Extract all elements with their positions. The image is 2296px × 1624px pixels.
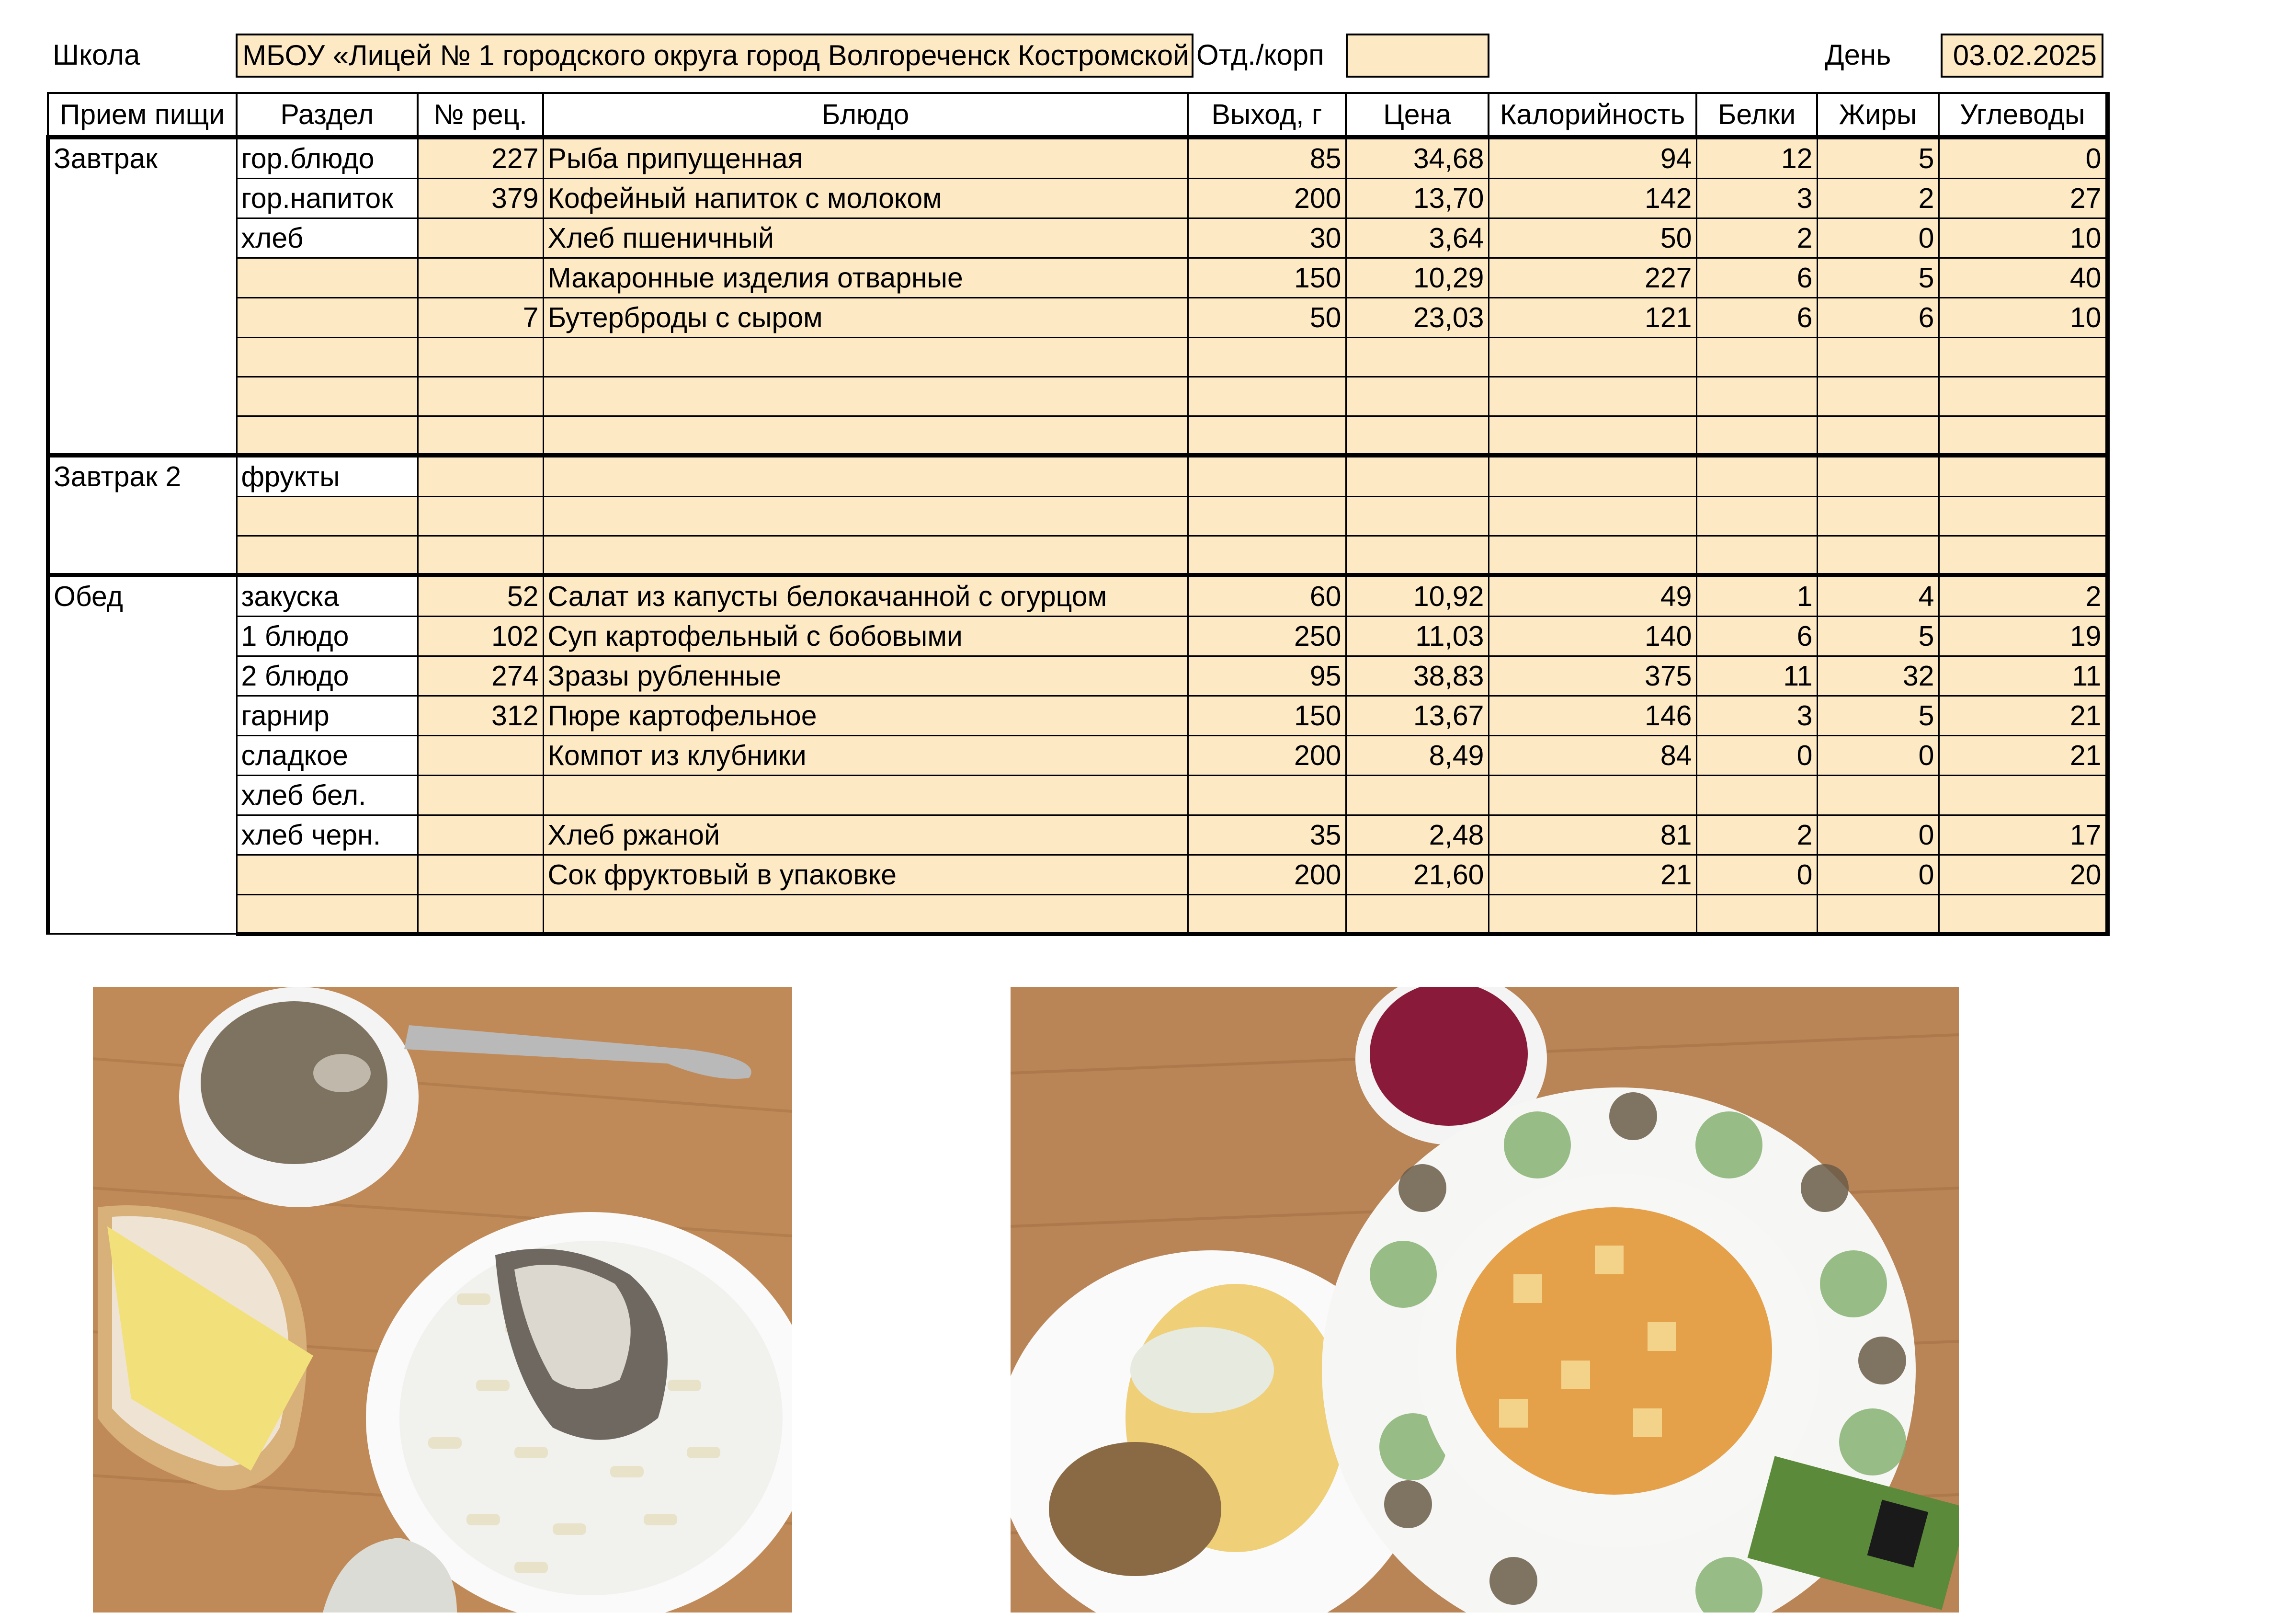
cell-weight[interactable] xyxy=(1188,337,1346,377)
cell-carbs[interactable]: 40 xyxy=(1939,258,2107,297)
day-label: День xyxy=(1825,39,1891,71)
cell-recipe[interactable]: 7 xyxy=(418,297,543,337)
cell-price[interactable]: 21,60 xyxy=(1346,855,1489,894)
cell-fat[interactable]: 5 xyxy=(1817,696,1939,735)
cell-section[interactable]: хлеб xyxy=(237,218,418,258)
meal-breakfast: Завтрак xyxy=(48,137,237,455)
cell-dish[interactable] xyxy=(543,377,1188,416)
cell-kcal[interactable] xyxy=(1489,337,1696,377)
cell-weight[interactable]: 30 xyxy=(1188,218,1346,258)
cell-recipe[interactable] xyxy=(418,377,543,416)
cell-carbs[interactable] xyxy=(1939,337,2107,377)
table-row xyxy=(48,178,2107,218)
column-header: Калорийность xyxy=(1489,93,1696,137)
cell-section[interactable] xyxy=(237,855,418,894)
cell-protein[interactable]: 2 xyxy=(1696,218,1817,258)
cell-carbs[interactable]: 27 xyxy=(1939,178,2107,218)
cell-recipe[interactable]: 102 xyxy=(418,616,543,656)
cell-dish[interactable] xyxy=(543,416,1188,455)
table-row xyxy=(48,496,2107,536)
table-row xyxy=(48,337,2107,377)
cell-fat[interactable] xyxy=(1817,337,1939,377)
cell-dish[interactable]: Кофейный напиток с молоком xyxy=(543,178,1188,218)
cell-dish[interactable]: Рыба припущенная xyxy=(543,137,1188,178)
breakfast-photo xyxy=(93,987,792,1613)
table-row xyxy=(48,455,2107,496)
cell-dish[interactable]: Зразы рубленные xyxy=(543,656,1188,696)
cell-section[interactable] xyxy=(237,297,418,337)
cell-carbs[interactable]: 2 xyxy=(1939,575,2107,616)
cell-carbs[interactable]: 10 xyxy=(1939,218,2107,258)
cell-fat[interactable] xyxy=(1817,377,1939,416)
cell-protein[interactable] xyxy=(1696,775,1817,815)
cell-section[interactable]: фрукты xyxy=(237,455,418,496)
cell-section[interactable] xyxy=(237,894,418,934)
cell-dish[interactable]: Хлеб пшеничный xyxy=(543,218,1188,258)
cell-price[interactable]: 23,03 xyxy=(1346,297,1489,337)
cell-kcal[interactable]: 121 xyxy=(1489,297,1696,337)
cell-recipe[interactable]: 227 xyxy=(418,137,543,178)
cell-section[interactable] xyxy=(237,377,418,416)
cell-weight[interactable] xyxy=(1188,377,1346,416)
table-row xyxy=(48,218,2107,258)
cell-section[interactable]: 1 блюдо xyxy=(237,616,418,656)
cell-fat[interactable] xyxy=(1817,775,1939,815)
cell-dish[interactable]: Макаронные изделия отварные xyxy=(543,258,1188,297)
cell-fat[interactable]: 4 xyxy=(1817,575,1939,616)
cell-price[interactable] xyxy=(1346,416,1489,455)
cell-dish[interactable]: Сок фруктовый в упаковке xyxy=(543,855,1188,894)
cell-weight[interactable]: 200 xyxy=(1188,178,1346,218)
cell-carbs[interactable] xyxy=(1939,496,2107,536)
cell-protein[interactable]: 6 xyxy=(1696,297,1817,337)
cell-recipe[interactable]: 312 xyxy=(418,696,543,735)
cell-recipe[interactable] xyxy=(418,855,543,894)
cell-fat[interactable]: 5 xyxy=(1817,258,1939,297)
cell-fat[interactable]: 2 xyxy=(1817,178,1939,218)
cell-carbs[interactable] xyxy=(1939,416,2107,455)
cell-section[interactable]: хлеб черн. xyxy=(237,815,418,855)
cell-section[interactable] xyxy=(237,496,418,536)
cell-protein[interactable]: 1 xyxy=(1696,575,1817,616)
cell-kcal[interactable]: 94 xyxy=(1489,137,1696,178)
cell-dish[interactable] xyxy=(543,337,1188,377)
cell-weight[interactable]: 85 xyxy=(1188,137,1346,178)
cell-recipe[interactable] xyxy=(418,416,543,455)
cell-carbs[interactable]: 17 xyxy=(1939,815,2107,855)
cell-fat[interactable]: 6 xyxy=(1817,297,1939,337)
cell-kcal[interactable]: 84 xyxy=(1489,735,1696,775)
cell-carbs[interactable]: 21 xyxy=(1939,735,2107,775)
column-header: Цена xyxy=(1346,93,1489,137)
table-row xyxy=(48,656,2107,696)
table-row xyxy=(48,137,2107,178)
cell-carbs[interactable] xyxy=(1939,377,2107,416)
cell-protein[interactable]: 11 xyxy=(1696,656,1817,696)
date-field[interactable]: 03.02.2025 xyxy=(1941,34,2103,78)
cell-protein[interactable]: 12 xyxy=(1696,137,1817,178)
cell-weight[interactable]: 200 xyxy=(1188,735,1346,775)
cell-carbs[interactable]: 20 xyxy=(1939,855,2107,894)
cell-section[interactable]: гор.напиток xyxy=(237,178,418,218)
cell-price[interactable]: 13,70 xyxy=(1346,178,1489,218)
cell-kcal[interactable] xyxy=(1489,416,1696,455)
column-header: Раздел xyxy=(237,93,418,137)
cell-carbs[interactable] xyxy=(1939,455,2107,496)
menu-table xyxy=(46,92,2110,936)
cell-recipe[interactable] xyxy=(418,536,543,575)
cell-price[interactable]: 8,49 xyxy=(1346,735,1489,775)
cell-recipe[interactable] xyxy=(418,775,543,815)
cell-kcal[interactable]: 146 xyxy=(1489,696,1696,735)
cell-price[interactable]: 11,03 xyxy=(1346,616,1489,656)
cell-weight[interactable]: 250 xyxy=(1188,616,1346,656)
cell-dish[interactable]: Хлеб ржаной xyxy=(543,815,1188,855)
cell-section[interactable]: сладкое xyxy=(237,735,418,775)
cell-recipe[interactable] xyxy=(418,894,543,934)
cell-fat[interactable]: 0 xyxy=(1817,735,1939,775)
cell-dish[interactable]: Бутерброды с сыром xyxy=(543,297,1188,337)
cell-recipe[interactable] xyxy=(418,218,543,258)
cell-carbs[interactable]: 11 xyxy=(1939,656,2107,696)
cell-carbs[interactable] xyxy=(1939,894,2107,934)
table-row xyxy=(48,735,2107,775)
cell-weight[interactable]: 60 xyxy=(1188,575,1346,616)
cell-carbs[interactable]: 0 xyxy=(1939,137,2107,178)
school-name-field[interactable]: МБОУ «Лицей № 1 городского округа город Волгореченск Костромской xyxy=(236,34,1193,78)
cell-price[interactable]: 34,68 xyxy=(1346,137,1489,178)
cell-price[interactable] xyxy=(1346,775,1489,815)
table-row xyxy=(48,377,2107,416)
cell-price[interactable] xyxy=(1346,377,1489,416)
cell-price[interactable] xyxy=(1346,894,1489,934)
cell-protein[interactable] xyxy=(1696,377,1817,416)
cell-price[interactable]: 10,92 xyxy=(1346,575,1489,616)
column-header: № рец. xyxy=(418,93,543,137)
cell-section[interactable] xyxy=(237,258,418,297)
cell-recipe[interactable] xyxy=(418,258,543,297)
cell-weight[interactable] xyxy=(1188,894,1346,934)
cell-price[interactable]: 13,67 xyxy=(1346,696,1489,735)
school-label: Школа xyxy=(53,39,140,71)
cell-kcal[interactable]: 81 xyxy=(1489,815,1696,855)
cell-weight[interactable] xyxy=(1188,416,1346,455)
cell-section[interactable]: хлеб бел. xyxy=(237,775,418,815)
cell-kcal[interactable]: 21 xyxy=(1489,855,1696,894)
cell-fat[interactable] xyxy=(1817,894,1939,934)
cell-recipe[interactable] xyxy=(418,496,543,536)
cell-weight[interactable] xyxy=(1188,536,1346,575)
cell-fat[interactable]: 5 xyxy=(1817,137,1939,178)
table-row xyxy=(48,616,2107,656)
table-row xyxy=(48,536,2107,575)
dept-label: Отд./корп xyxy=(1196,39,1324,71)
cell-carbs[interactable]: 21 xyxy=(1939,696,2107,735)
cell-kcal[interactable]: 227 xyxy=(1489,258,1696,297)
cell-protein[interactable]: 0 xyxy=(1696,855,1817,894)
table-header-row xyxy=(48,93,2107,137)
cell-section[interactable] xyxy=(237,416,418,455)
cell-protein[interactable]: 6 xyxy=(1696,616,1817,656)
table-row xyxy=(48,775,2107,815)
cell-protein[interactable]: 3 xyxy=(1696,178,1817,218)
cell-kcal[interactable] xyxy=(1489,894,1696,934)
cell-weight[interactable]: 95 xyxy=(1188,656,1346,696)
cell-price[interactable]: 2,48 xyxy=(1346,815,1489,855)
cell-price[interactable]: 10,29 xyxy=(1346,258,1489,297)
cell-fat[interactable] xyxy=(1817,536,1939,575)
cell-kcal[interactable]: 49 xyxy=(1489,575,1696,616)
cell-dish[interactable]: Суп картофельный с бобовыми xyxy=(543,616,1188,656)
cell-kcal[interactable] xyxy=(1489,455,1696,496)
cell-recipe[interactable] xyxy=(418,337,543,377)
cell-protein[interactable]: 0 xyxy=(1696,735,1817,775)
table-row xyxy=(48,575,2107,616)
cell-weight[interactable] xyxy=(1188,775,1346,815)
cell-section[interactable]: гор.блюдо xyxy=(237,137,418,178)
cell-carbs[interactable] xyxy=(1939,536,2107,575)
lunch-photo xyxy=(1011,987,1959,1613)
cell-weight[interactable]: 35 xyxy=(1188,815,1346,855)
cell-price[interactable] xyxy=(1346,536,1489,575)
cell-price[interactable]: 3,64 xyxy=(1346,218,1489,258)
cell-recipe[interactable]: 379 xyxy=(418,178,543,218)
cell-price[interactable] xyxy=(1346,337,1489,377)
table-row xyxy=(48,894,2107,934)
cell-protein[interactable]: 2 xyxy=(1696,815,1817,855)
cell-dish[interactable]: Салат из капусты белокачанной с огурцом xyxy=(543,575,1188,616)
cell-dish[interactable]: Пюре картофельное xyxy=(543,696,1188,735)
cell-carbs[interactable]: 19 xyxy=(1939,616,2107,656)
cell-protein[interactable] xyxy=(1696,455,1817,496)
table-row xyxy=(48,416,2107,455)
cell-kcal[interactable] xyxy=(1489,496,1696,536)
cell-dish[interactable] xyxy=(543,894,1188,934)
column-header: Белки xyxy=(1696,93,1817,137)
cell-kcal[interactable]: 50 xyxy=(1489,218,1696,258)
cell-kcal[interactable]: 140 xyxy=(1489,616,1696,656)
cell-price[interactable] xyxy=(1346,455,1489,496)
cell-fat[interactable] xyxy=(1817,416,1939,455)
cell-fat[interactable]: 5 xyxy=(1817,616,1939,656)
table-row xyxy=(48,815,2107,855)
column-header: Блюдо xyxy=(543,93,1188,137)
cell-fat[interactable]: 0 xyxy=(1817,218,1939,258)
cell-weight[interactable] xyxy=(1188,455,1346,496)
cell-section[interactable]: 2 блюдо xyxy=(237,656,418,696)
cell-weight[interactable] xyxy=(1188,496,1346,536)
table-row xyxy=(48,297,2107,337)
cell-weight[interactable]: 150 xyxy=(1188,696,1346,735)
cell-section[interactable] xyxy=(237,536,418,575)
table-row xyxy=(48,696,2107,735)
cell-weight[interactable]: 150 xyxy=(1188,258,1346,297)
cell-fat[interactable]: 0 xyxy=(1817,815,1939,855)
table-row xyxy=(48,855,2107,894)
cell-section[interactable]: гарнир xyxy=(237,696,418,735)
cell-kcal[interactable]: 375 xyxy=(1489,656,1696,696)
cell-recipe[interactable] xyxy=(418,735,543,775)
cell-dish[interactable]: Компот из клубники xyxy=(543,735,1188,775)
column-header: Прием пищи xyxy=(48,93,237,137)
cell-fat[interactable] xyxy=(1817,496,1939,536)
cell-kcal[interactable]: 142 xyxy=(1489,178,1696,218)
cell-protein[interactable] xyxy=(1696,416,1817,455)
dept-field[interactable] xyxy=(1346,34,1489,78)
cell-recipe[interactable]: 52 xyxy=(418,575,543,616)
cell-price[interactable] xyxy=(1346,496,1489,536)
cell-protein[interactable] xyxy=(1696,894,1817,934)
cell-weight[interactable]: 50 xyxy=(1188,297,1346,337)
column-header: Жиры xyxy=(1817,93,1939,137)
cell-carbs[interactable] xyxy=(1939,775,2107,815)
cell-protein[interactable] xyxy=(1696,337,1817,377)
cell-weight[interactable]: 200 xyxy=(1188,855,1346,894)
cell-carbs[interactable]: 10 xyxy=(1939,297,2107,337)
cell-protein[interactable]: 3 xyxy=(1696,696,1817,735)
cell-section[interactable]: закуска xyxy=(237,575,418,616)
cell-recipe[interactable] xyxy=(418,455,543,496)
cell-kcal[interactable] xyxy=(1489,377,1696,416)
cell-section[interactable] xyxy=(237,337,418,377)
meal-lunch: Обед xyxy=(48,575,237,934)
column-header: Выход, г xyxy=(1188,93,1346,137)
meal-breakfast-2: Завтрак 2 xyxy=(48,455,237,575)
cell-protein[interactable] xyxy=(1696,536,1817,575)
table-row xyxy=(48,258,2107,297)
cell-dish[interactable] xyxy=(543,775,1188,815)
cell-kcal[interactable] xyxy=(1489,536,1696,575)
cell-recipe[interactable] xyxy=(418,815,543,855)
cell-dish[interactable] xyxy=(543,455,1188,496)
cell-kcal[interactable] xyxy=(1489,775,1696,815)
cell-dish[interactable] xyxy=(543,536,1188,575)
cell-fat[interactable]: 0 xyxy=(1817,855,1939,894)
cell-fat[interactable] xyxy=(1817,455,1939,496)
cell-protein[interactable] xyxy=(1696,496,1817,536)
cell-dish[interactable] xyxy=(543,496,1188,536)
column-header: Углеводы xyxy=(1939,93,2107,137)
cell-protein[interactable]: 6 xyxy=(1696,258,1817,297)
cell-price[interactable]: 38,83 xyxy=(1346,656,1489,696)
cell-fat[interactable]: 32 xyxy=(1817,656,1939,696)
cell-recipe[interactable]: 274 xyxy=(418,656,543,696)
